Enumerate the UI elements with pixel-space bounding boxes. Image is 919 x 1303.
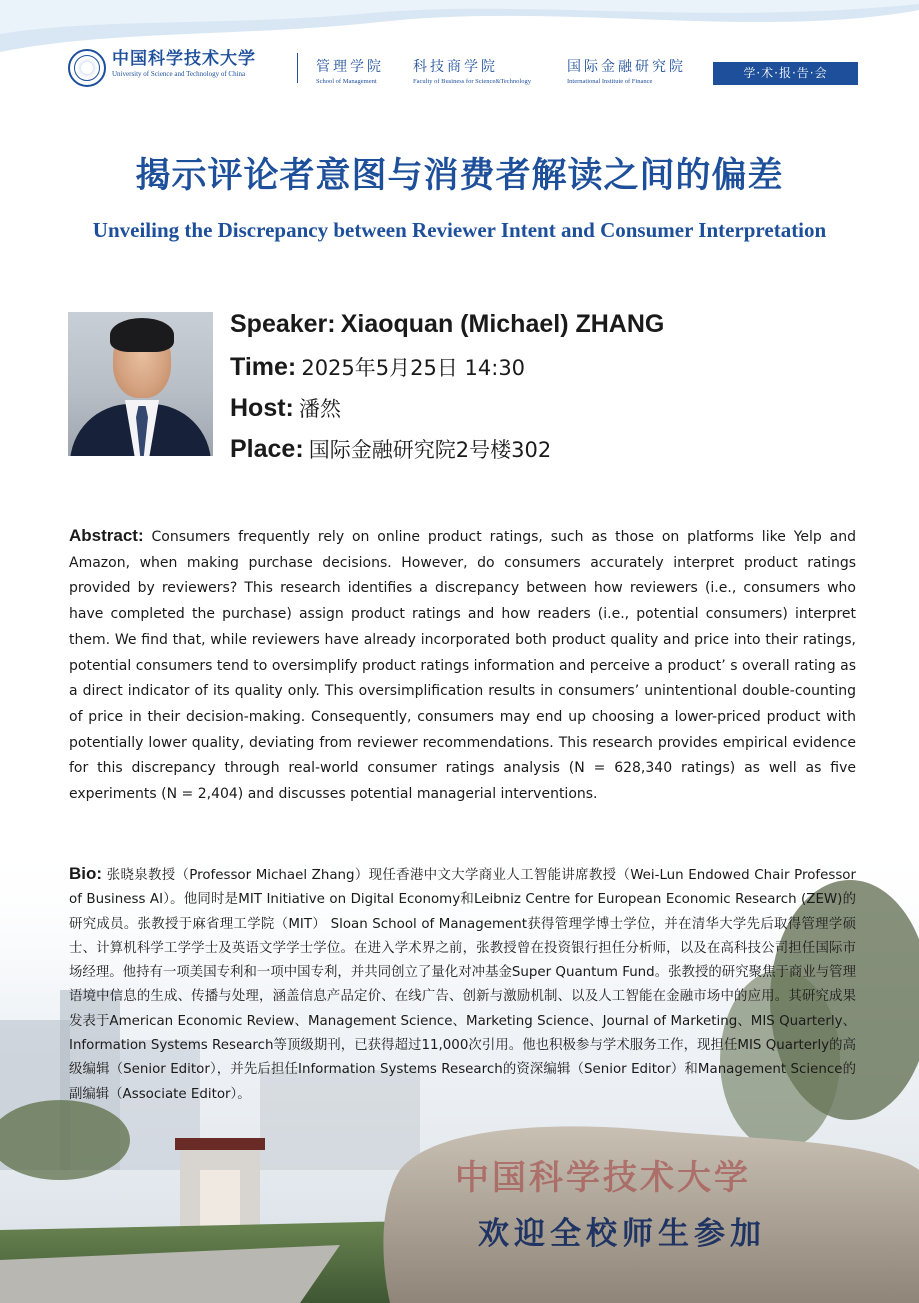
school-management: 管理学院 School of Management	[316, 59, 384, 85]
header-divider	[297, 53, 298, 83]
bio-paragraph	[69, 862, 856, 1107]
host-label: Host:	[230, 394, 294, 422]
university-name-cn: 中国科学技术大学	[112, 49, 256, 69]
place-label: Place:	[230, 435, 304, 463]
speaker-photo	[68, 312, 213, 456]
welcome-message: 欢迎全校师生参加	[478, 1216, 766, 1252]
poster-header	[68, 47, 858, 89]
place-row	[230, 434, 551, 464]
campus-stone-inscription: 中国科学技术大学	[455, 1158, 751, 1198]
bio-label: Bio:	[69, 864, 103, 883]
title-english: Unveiling the Discrepancy between Reviewer Intent and Consumer Interpretation	[92, 218, 827, 242]
abstract-label: Abstract:	[69, 526, 144, 545]
school-finance-institute: 国际金融研究院 International Institute of Finance	[567, 59, 686, 85]
speaker-row	[230, 310, 664, 339]
time-row	[230, 352, 525, 382]
title-chinese: 揭示评论者意图与消费者解读之间的偏差	[135, 155, 784, 196]
host-row	[230, 393, 341, 423]
abstract-text: Consumers frequently rely on online product ratings, such as those on platforms like Yelp and Amazon, when making purchase decisions. However, do consumers accurately interpret product ratings provided by reviewers? This research identifies a discrepancy between how reviewers (i.e., consumers who have completed the purchase) assign product ratings and how readers (i.e., potential consumers) interpret them. We find that, while reviewers have already incorporated both product quality and price into their ratings, potential consumers tend to oversimplify product ratings information and perceive a product’ s overall rating as a direct indicator of its quality only. This oversimplification results in consumers’ unintentional double-counting of price in their decision-making. Consequently, consumers may end up choosing a lower-priced product with potentially lower quality, deviating from reviewer recommendations. This research provides empirical evidence for this discrepancy through real-world consumer ratings analysis (N = 628,340 ratings) as well as five experiments (N = 2,404) and discusses potential managerial interventions.	[69, 529, 856, 803]
speaker-name: Xiaoquan (Michael) ZHANG	[340, 310, 665, 338]
time-value: 2025年5月25日 14:30	[301, 356, 526, 380]
university-name-en: University of Science and Technology of China	[112, 70, 246, 78]
ustc-emblem-icon	[68, 49, 106, 87]
time-label: Time:	[230, 353, 297, 381]
host-value: 潘然	[298, 397, 341, 421]
abstract-paragraph	[69, 523, 856, 808]
school-business-scitech: 科技商学院 Faculty of Business for Science&Technology	[413, 59, 531, 85]
university-name	[112, 49, 256, 78]
bio-text: 张晓泉教授（Professor Michael Zhang）现任香港中文大学商业人工智能讲席教授（Wei-Lun Endowed Chair Professor of Business AI）。他同时是MIT Initiative on Digital Economy和Leibniz Centre for European Economic Research (ZEW)的研究成员。张教授于麻省理工学院（MIT） Sloan School of Management获得管理学博士学位，并在清华大学先后取得管理学硕士、计算机科学工学学士及英语文学学士学位。在进入学术界之前，张教授曾在投资银行担任分析师，以及在高科技公司担任国际市场经理。他持有一项美国专利和一项中国专利，并共同创立了量化对冲基金Super Quantum Fund。张教授的研究聚焦于商业与管理语境中信息的生成、传播与处理，涵盖信息产品定价、在线广告、创新与激励机制、以及人工智能在金融市场中的应用。其研究成果发表于American Economic Review、Management Science、Marketing Science、Journal of Marketing、MIS Quarterly、Information Systems Research等顶级期刊，已获得超过11,000次引用。他也积极参与学术服务工作，现担任MIS Quarterly的高级编辑（Senior Editor），并先后担任Information Systems Research的资深编辑（Senior Editor）和Management Science的副编辑（Associate Editor）。	[69, 868, 856, 1102]
place-value: 国际金融研究院2号楼302	[308, 438, 552, 462]
seminar-badge: 学·术·报·告·会	[713, 62, 858, 85]
speaker-label: Speaker:	[230, 310, 336, 338]
